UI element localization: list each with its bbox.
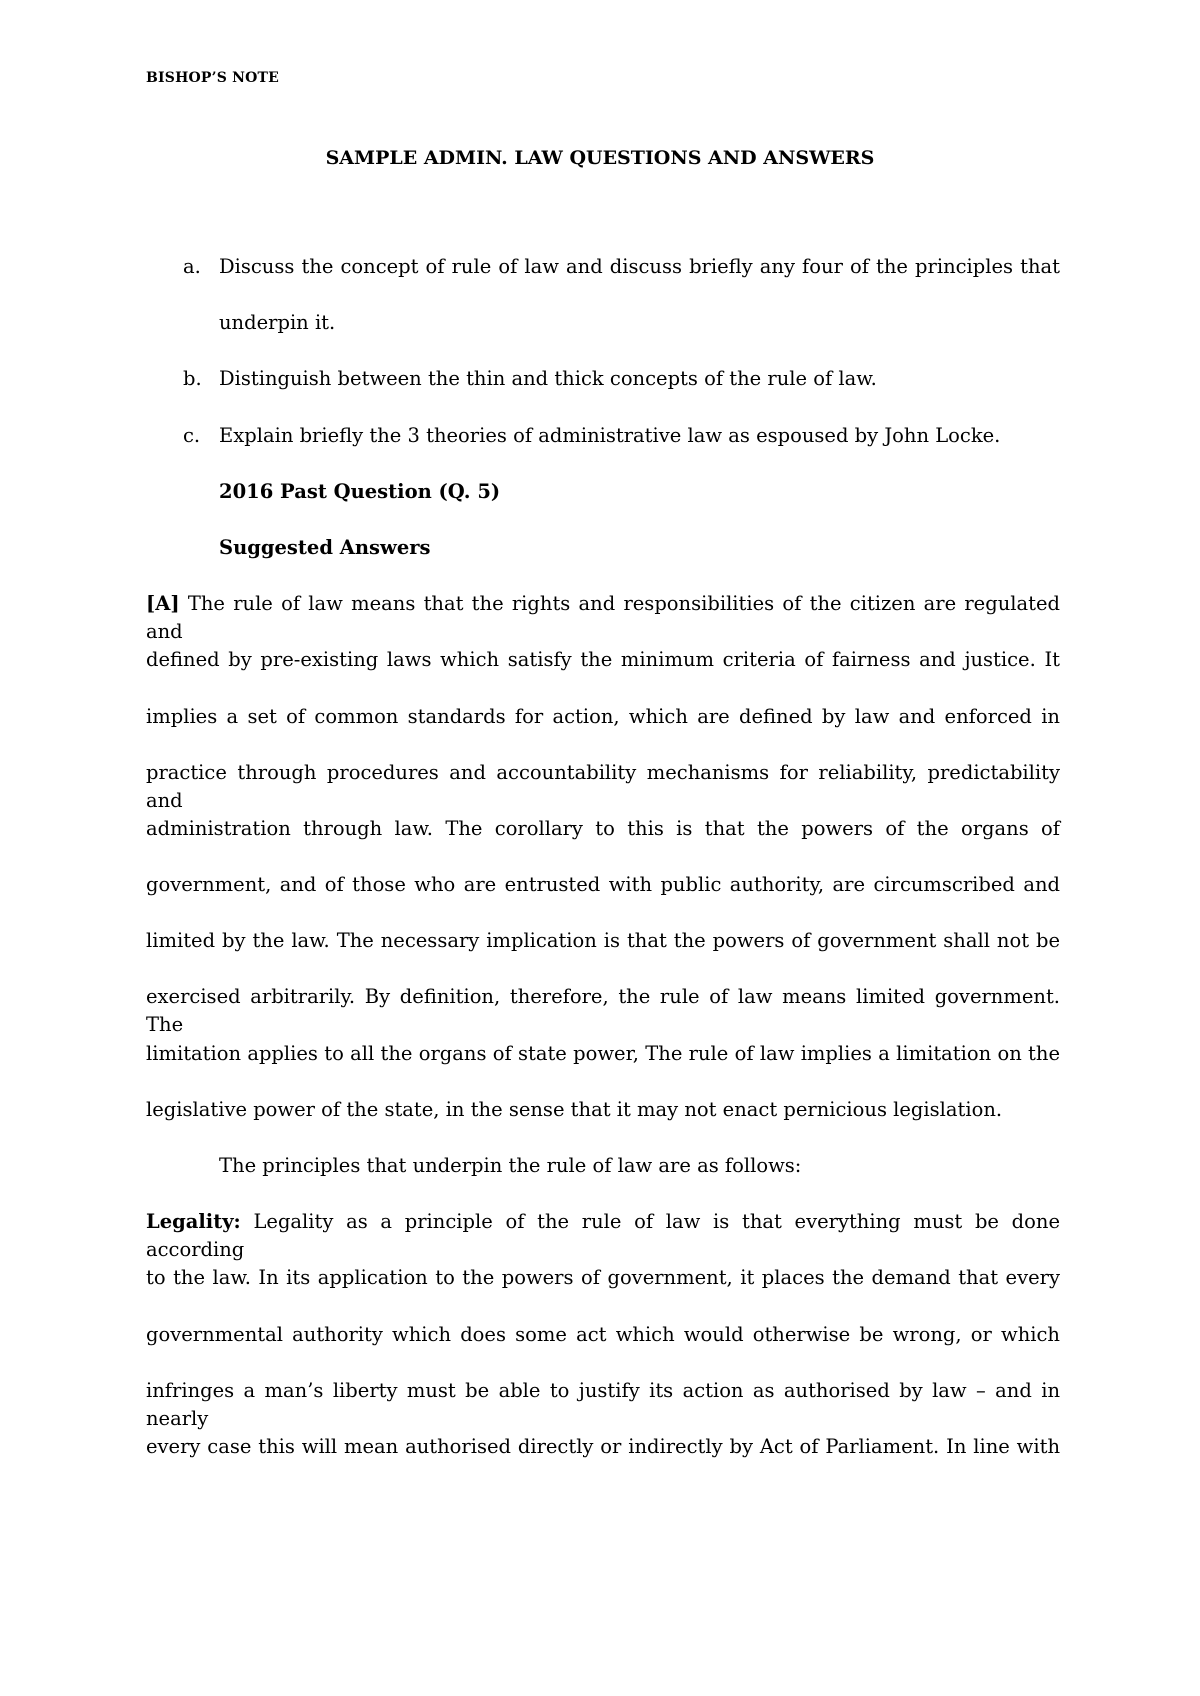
question-a-continuation: underpin it. [219,311,336,335]
principles-intro: The principles that underpin the rule of law are as follows: [219,1154,802,1177]
legality-line: governmental authority which does some act which would otherwise be wrong, or which [146,1322,1060,1346]
list-marker: a. [183,255,201,278]
answer-a-line: practice through procedures and accountability mechanisms for reliability, predictability and [146,760,1060,812]
answer-text: The rule of law means that the rights and responsibilities of the citizen are regulated and [146,592,1060,644]
answer-a-line: limitation applies to all the organs of state power, The rule of law implies a limitation on the [146,1041,1060,1065]
document-header: BISHOP’S NOTE [146,70,279,86]
legality-text: Legality as a principle of the rule of law is that everything must be done according [146,1210,1060,1262]
question-c [146,422,1060,478]
question-b [146,365,1060,421]
answer-a-line: limited by the law. The necessary implication is that the powers of government shall not be [146,929,1060,953]
list-marker: c. [183,423,201,447]
legality-line: to the law. In its application to the powers of government, it places the demand that every [146,1266,1060,1290]
question-a [146,253,1060,309]
legality-line: every case this will mean authorised directly or indirectly by Act of Parliament. In line with [146,1434,1060,1458]
answer-a-line: defined by pre-existing laws which satisfy the minimum criteria of fairness and justice. It [146,648,1060,672]
answer-a-line: administration through law. The corollary to this is that the powers of the organs of [146,816,1060,840]
answer-a-line: implies a set of common standards for action, which are defined by law and enforced in [146,704,1060,728]
question-text: Explain briefly the 3 theories of administrative law as espoused by John Locke. [219,423,1001,447]
document-title: SAMPLE ADMIN. LAW QUESTIONS AND ANSWERS [325,147,875,169]
legality-line: infringes a man’s liberty must be able to justify its action as authorised by law – and in nearly [146,1378,1060,1430]
suggested-answers-heading: Suggested Answers [219,535,431,559]
answer-a-label: [A] [146,592,180,616]
list-marker: b. [183,367,202,391]
answer-a-line: exercised arbitrarily. By definition, therefore, the rule of law means limited government. The [146,985,1060,1037]
document-body [146,253,1060,1489]
answer-a-line: government, and of those who are entrusted with public authority, are circumscribed and [146,873,1060,897]
answer-a-line [146,590,1060,646]
question-text: Discuss the concept of rule of law and discuss briefly any four of the principles that [219,255,1060,278]
answer-a-line: legislative power of the state, in the sense that it may not enact pernicious legislation. [146,1097,1003,1121]
question-text: Distinguish between the thin and thick concepts of the rule of law. [219,367,877,391]
past-question-heading: 2016 Past Question (Q. 5) [219,479,501,503]
legality-line [146,1208,1060,1264]
legality-label: Legality: [146,1210,241,1234]
